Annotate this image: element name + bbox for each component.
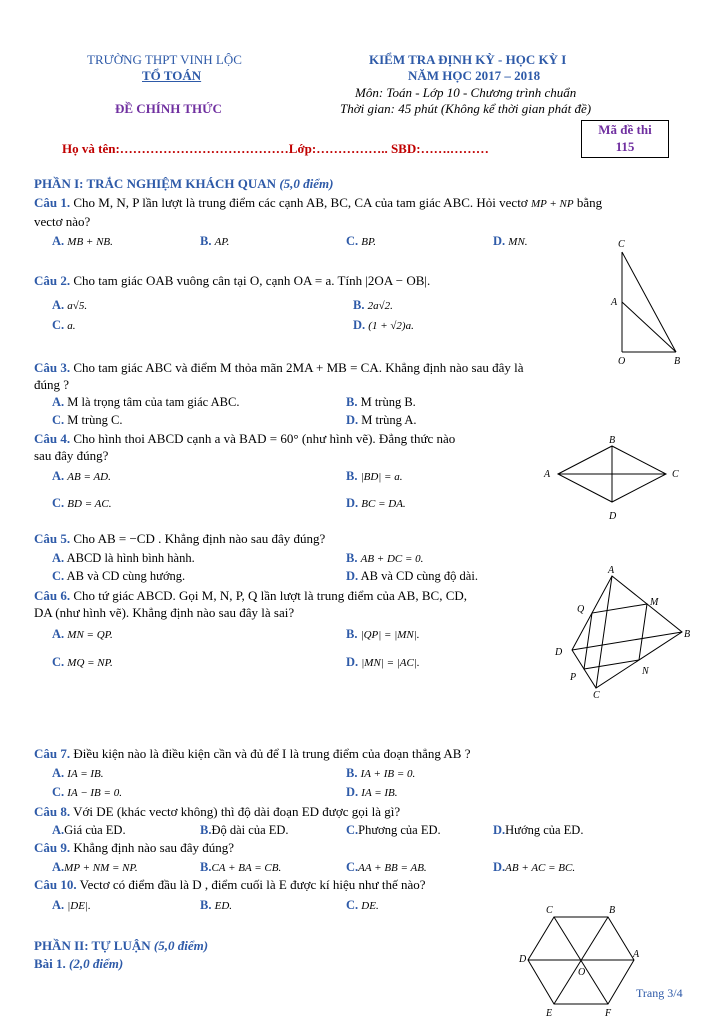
q3-option-c[interactable]: C. M trùng C. [52, 413, 123, 427]
exam-title: KIỂM TRA ĐỊNH KỲ - HỌC KỲ I [369, 52, 567, 67]
part1-title-text: PHẦN I: TRẮC NGHIỆM KHÁCH QUAN [34, 176, 277, 191]
fig-hex-label-f: F [605, 1008, 612, 1019]
q4-text2: sau đây đúng? [34, 448, 109, 463]
q8-option-b[interactable]: B.Độ dài của ED. [200, 823, 289, 837]
question-8 [34, 804, 400, 820]
bai1-heading [34, 956, 123, 972]
q1-text3: vectơ nào? [34, 214, 91, 229]
q1-text2: bằng [576, 195, 603, 210]
q7-option-b[interactable]: B. IA + IB = 0. [346, 766, 416, 780]
q4-option-b[interactable]: B. |BD| = a. [346, 469, 403, 483]
question-3 [34, 360, 524, 376]
q1-option-c[interactable]: C. BP. [346, 234, 377, 248]
department: TỔ TOÁN [142, 68, 202, 83]
fig-quad-label-m: M [650, 597, 659, 608]
q1-option-a[interactable]: A. MB + NB. [52, 234, 113, 248]
q2-option-d[interactable]: D. (1 + √2)a. [353, 318, 414, 332]
q2-text: Cho tam giác OAB vuông cân tại O, cạnh OA = a. Tính |2OA − OB|. [73, 273, 431, 288]
q4-label: Câu 4. [34, 431, 71, 446]
q9-label: Câu 9. [34, 840, 71, 855]
exam-code-box [581, 120, 669, 158]
q5-option-b[interactable]: B. AB + DC = 0. [346, 551, 424, 565]
q8-option-c[interactable]: C.Phương của ED. [346, 823, 441, 837]
q7-option-a[interactable]: A. IA = IB. [52, 766, 104, 780]
question-5 [34, 531, 325, 547]
q5-text: Cho AB = −CD . Khẳng định nào sau đây đúng? [73, 531, 326, 546]
q6-option-b[interactable]: B. |QP| = |MN|. [346, 627, 420, 641]
q10-option-b[interactable]: B. ED. [200, 898, 233, 912]
q10-label: Câu 10. [34, 877, 77, 892]
question-9 [34, 840, 234, 856]
q10-option-a[interactable]: A. |DE|. [52, 898, 91, 912]
subject-line: Môn: Toán - Lớp 10 - Chương trình chuẩn [355, 85, 577, 100]
q5-option-d[interactable]: D. AB và CD cùng độ dài. [346, 569, 478, 583]
q3-option-a[interactable]: A. M là trọng tâm của tam giác ABC. [52, 395, 240, 409]
fig-oab-label-c: C [618, 239, 625, 250]
q7-option-c[interactable]: C. IA − IB = 0. [52, 785, 122, 799]
student-info-line: Họ và tên:…………………………………Lớp:…………….. SBD:…….……… [62, 141, 489, 156]
q9-option-c[interactable]: C.AA + BB = AB. [346, 860, 427, 874]
q2-option-b[interactable]: B. 2a√2. [353, 298, 393, 312]
fig-quad-label-p: P [570, 672, 577, 683]
fig-quad-label-d: D [555, 647, 563, 658]
part2-title-text: PHẦN II: TỰ LUẬN [34, 938, 151, 953]
question-6 [34, 588, 467, 604]
question-7 [34, 746, 470, 762]
q9-option-b[interactable]: B.CA + BA = CB. [200, 860, 282, 874]
q10-option-c[interactable]: C. DE. [346, 898, 379, 912]
school-name: TRƯỜNG THPT VINH LỘC [87, 52, 242, 67]
part2-title [34, 938, 208, 954]
q8-text: Với DE (khác vectơ không) thì độ dài đoạn ED được gọi là gì? [73, 804, 401, 819]
q2-option-c[interactable]: C. a. [52, 318, 76, 332]
official-label: ĐỀ CHÍNH THỨC [115, 101, 222, 116]
fig-hex-label-a: A [633, 949, 640, 960]
q10-text: Vectơ có điểm đầu là D , điểm cuối là E được kí hiệu như thế nào? [79, 877, 426, 892]
fig-hex-label-d: D [519, 954, 527, 965]
q9-option-a[interactable]: A.MP + NM = NP. [52, 860, 138, 874]
figure-quadrilateral [550, 562, 700, 702]
q6-text: Cho tứ giác ABCD. Gọi M, N, P, Q lần lượt là trung điểm của AB, BC, CD, [73, 588, 468, 603]
q3-text: Cho tam giác ABC và điểm M thỏa mãn 2MA + MB = CA. Khẳng định nào sau đây là [73, 360, 524, 375]
time-line: Thời gian: 45 phút (Không kể thời gian phát đề) [340, 101, 592, 116]
q2-label: Câu 2. [34, 273, 71, 288]
figure-triangle-oab [606, 234, 696, 369]
q6-option-c[interactable]: C. MQ = NP. [52, 655, 113, 669]
q8-label: Câu 8. [34, 804, 71, 819]
q7-label: Câu 7. [34, 746, 71, 761]
fig-quad-label-q: Q [577, 604, 585, 615]
question-1 [34, 195, 602, 211]
q4-option-a[interactable]: A. AB = AD. [52, 469, 111, 483]
fig-rhombus-label-c: C [672, 469, 679, 480]
q1-label: Câu 1. [34, 195, 71, 210]
q3-option-d[interactable]: D. M trùng A. [346, 413, 417, 427]
part1-title [34, 176, 333, 192]
exam-code: 115 [615, 139, 635, 154]
q1-vector: MP + NP [530, 198, 574, 210]
q6-text2: DA (như hình vẽ). Khẳng định nào sau đây là sai? [34, 605, 295, 620]
q9-option-d[interactable]: D.AB + AC = BC. [493, 860, 576, 874]
bai1-score: (2,0 điểm) [69, 956, 124, 971]
q7-option-d[interactable]: D. IA = IB. [346, 785, 398, 799]
q5-option-a[interactable]: A. ABCD là hình bình hành. [52, 551, 195, 565]
fig-oab-label-o: O [618, 356, 626, 367]
q6-option-d[interactable]: D. |MN| = |AC|. [346, 655, 420, 669]
q1-text: Cho M, N, P lần lượt là trung điểm các cạnh AB, BC, CA của tam giác ABC. Hỏi vectơ [73, 195, 528, 210]
figure-rhombus [540, 434, 685, 526]
school-year: NĂM HỌC 2017 – 2018 [408, 68, 541, 83]
page-number: Trang 3/4 [636, 986, 683, 1000]
question-10 [34, 877, 426, 893]
q1-option-d[interactable]: D. MN. [493, 234, 528, 248]
part1-score: (5,0 điểm) [279, 176, 334, 191]
fig-quad-label-n: N [642, 666, 649, 677]
fig-quad-label-a: A [608, 565, 615, 576]
q7-text: Điều kiện nào là điều kiện cần và đủ để I là trung điểm của đoạn thẳng AB ? [73, 746, 471, 761]
exam-code-label: Mã đề thi [598, 122, 652, 137]
fig-rhombus-label-a: A [544, 469, 551, 480]
fig-oab-label-b: B [674, 356, 681, 367]
question-4 [34, 431, 455, 447]
fig-hex-label-b: B [609, 905, 616, 916]
fig-hex-label-e: E [546, 1008, 553, 1019]
q3-option-b[interactable]: B. M trùng B. [346, 395, 416, 409]
q3-label: Câu 3. [34, 360, 71, 375]
part2-score: (5,0 điểm) [153, 938, 209, 953]
q2-option-a[interactable]: A. a√5. [52, 298, 88, 312]
fig-quad-label-c: C [593, 690, 600, 701]
q9-text: Khẳng định nào sau đây đúng? [73, 840, 235, 855]
figure-hexagon [514, 902, 644, 1020]
fig-rhombus-label-d: D [609, 511, 617, 522]
q5-option-c[interactable]: C. AB và CD cùng hướng. [52, 569, 186, 583]
q4-text: Cho hình thoi ABCD cạnh a và BAD = 60° (như hình vẽ). Đẳng thức nào [73, 431, 456, 446]
q3-text2: đúng ? [34, 377, 70, 392]
fig-quad-label-b: B [684, 629, 691, 640]
q1-option-b[interactable]: B. AP. [200, 234, 230, 248]
q4-option-d[interactable]: D. BC = DA. [346, 496, 406, 510]
q8-option-a[interactable]: A.Giá của ED. [52, 823, 126, 837]
fig-rhombus-label-b: B [609, 435, 616, 446]
q8-option-d[interactable]: D.Hướng của ED. [493, 823, 584, 837]
fig-hex-label-c: C [546, 905, 553, 916]
fig-oab-label-a: A [611, 297, 618, 308]
q6-option-a[interactable]: A. MN = QP. [52, 627, 113, 641]
q4-option-c[interactable]: C. BD = AC. [52, 496, 112, 510]
bai1-label: Bài 1. [34, 956, 66, 971]
fig-hex-label-o: O [578, 967, 586, 978]
q5-label: Câu 5. [34, 531, 71, 546]
question-2 [34, 273, 430, 289]
q6-label: Câu 6. [34, 588, 71, 603]
